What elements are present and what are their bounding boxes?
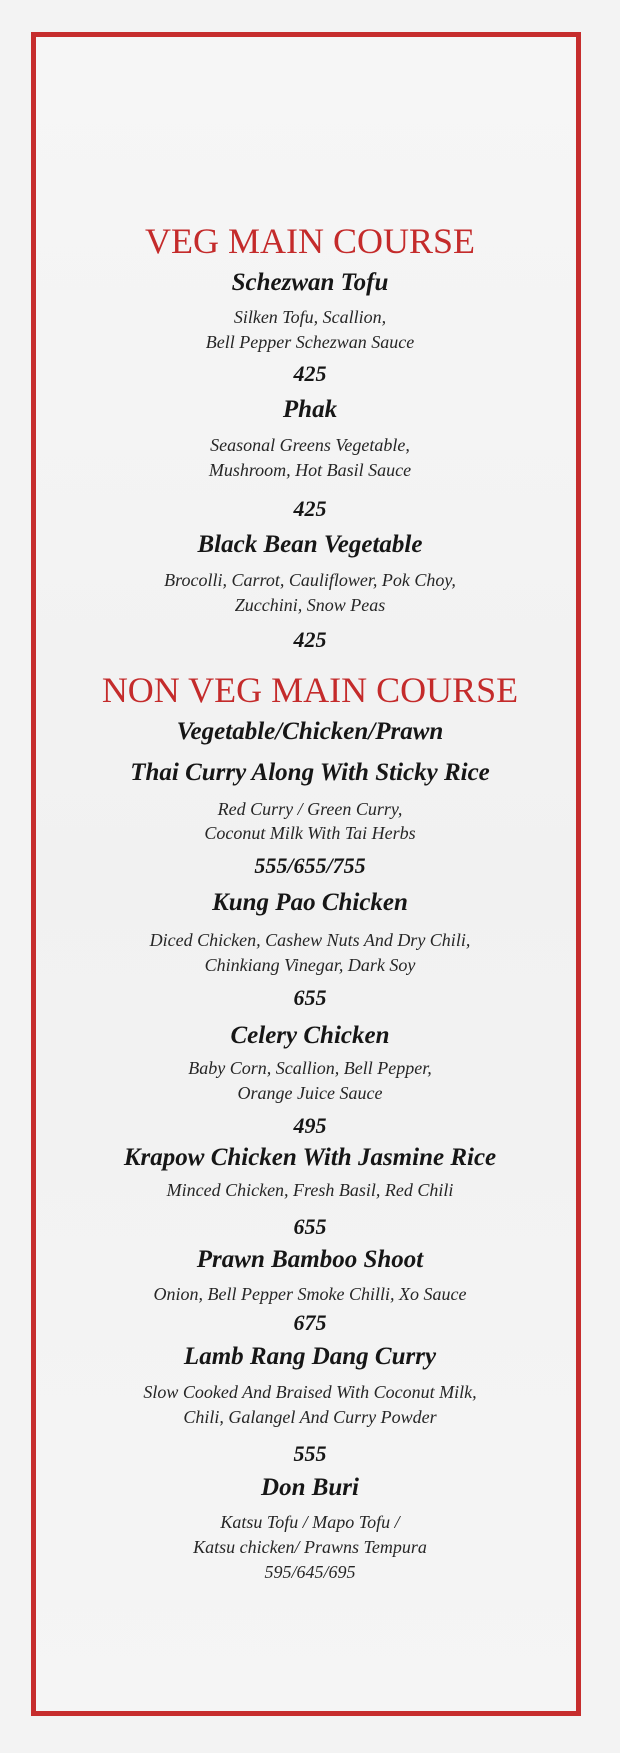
menu-item-price: 495 bbox=[293, 1113, 327, 1138]
menu-item-price: 655 bbox=[293, 1214, 327, 1239]
menu-item-name: Phak bbox=[282, 396, 338, 423]
menu-item-desc: Mushroom, Hot Basil Sauce bbox=[208, 460, 412, 480]
menu-item-name: Black Bean Vegetable bbox=[197, 531, 423, 558]
menu-item-desc: Minced Chicken, Fresh Basil, Red Chili bbox=[166, 1180, 454, 1200]
menu-item-desc: Onion, Bell Pepper Smoke Chilli, Xo Sauce bbox=[153, 1284, 467, 1304]
menu-item-desc: Chili, Galangel And Curry Powder bbox=[183, 1407, 437, 1427]
menu-item-name: Thai Curry Along With Sticky Rice bbox=[130, 759, 490, 786]
menu-item-desc: Red Curry / Green Curry, bbox=[217, 799, 403, 819]
menu-item-desc: Seasonal Greens Vegetable, bbox=[210, 435, 410, 455]
nonveg-subheading: Vegetable/Chicken/Prawn bbox=[176, 718, 444, 745]
menu-item-desc: Katsu Tofu / Mapo Tofu / bbox=[220, 1512, 400, 1532]
menu-item-desc: Coconut Milk With Tai Herbs bbox=[204, 823, 416, 843]
nonveg-section-heading: NON VEG MAIN COURSE bbox=[101, 670, 519, 710]
menu-item-desc: Katsu chicken/ Prawns Tempura bbox=[193, 1537, 427, 1557]
menu-item-desc: Slow Cooked And Braised With Coconut Milk, bbox=[143, 1382, 477, 1402]
menu-item-price: 655 bbox=[293, 985, 327, 1010]
menu-item-name: Lamb Rang Dang Curry bbox=[183, 1343, 437, 1370]
menu-item-desc: Bell Pepper Schezwan Sauce bbox=[205, 332, 415, 352]
menu-item-price: 555 bbox=[293, 1441, 327, 1466]
menu-item-name: Schezwan Tofu bbox=[231, 269, 389, 296]
menu-item-desc: Zucchini, Snow Peas bbox=[234, 595, 386, 615]
menu-item-name: Krapow Chicken With Jasmine Rice bbox=[123, 1144, 497, 1171]
menu-item-desc: Chinkiang Vinegar, Dark Soy bbox=[204, 955, 416, 975]
veg-section-heading: VEG MAIN COURSE bbox=[144, 221, 475, 261]
menu-item-price: 425 bbox=[293, 361, 327, 386]
menu-item-desc: Orange Juice Sauce bbox=[237, 1083, 383, 1103]
menu-item-desc: Silken Tofu, Scallion, bbox=[233, 307, 387, 327]
menu-item-name: Celery Chicken bbox=[230, 1022, 390, 1049]
menu-item-name: Don Buri bbox=[261, 1474, 359, 1501]
menu-item-price: 425 bbox=[293, 627, 327, 652]
menu-item-price: 425 bbox=[293, 496, 327, 521]
menu-item-name: Prawn Bamboo Shoot bbox=[196, 1246, 424, 1273]
menu-item-price: 675 bbox=[293, 1310, 327, 1335]
menu-item-price: 555/655/755 bbox=[254, 853, 366, 878]
menu-item-desc: Diced Chicken, Cashew Nuts And Dry Chili, bbox=[149, 930, 471, 950]
menu-item-desc: Brocolli, Carrot, Cauliflower, Pok Choy, bbox=[164, 570, 456, 590]
menu-item-price: 595/645/695 bbox=[264, 1562, 356, 1582]
menu-item-desc: Baby Corn, Scallion, Bell Pepper, bbox=[188, 1058, 432, 1078]
menu-item-name: Kung Pao Chicken bbox=[212, 889, 408, 916]
